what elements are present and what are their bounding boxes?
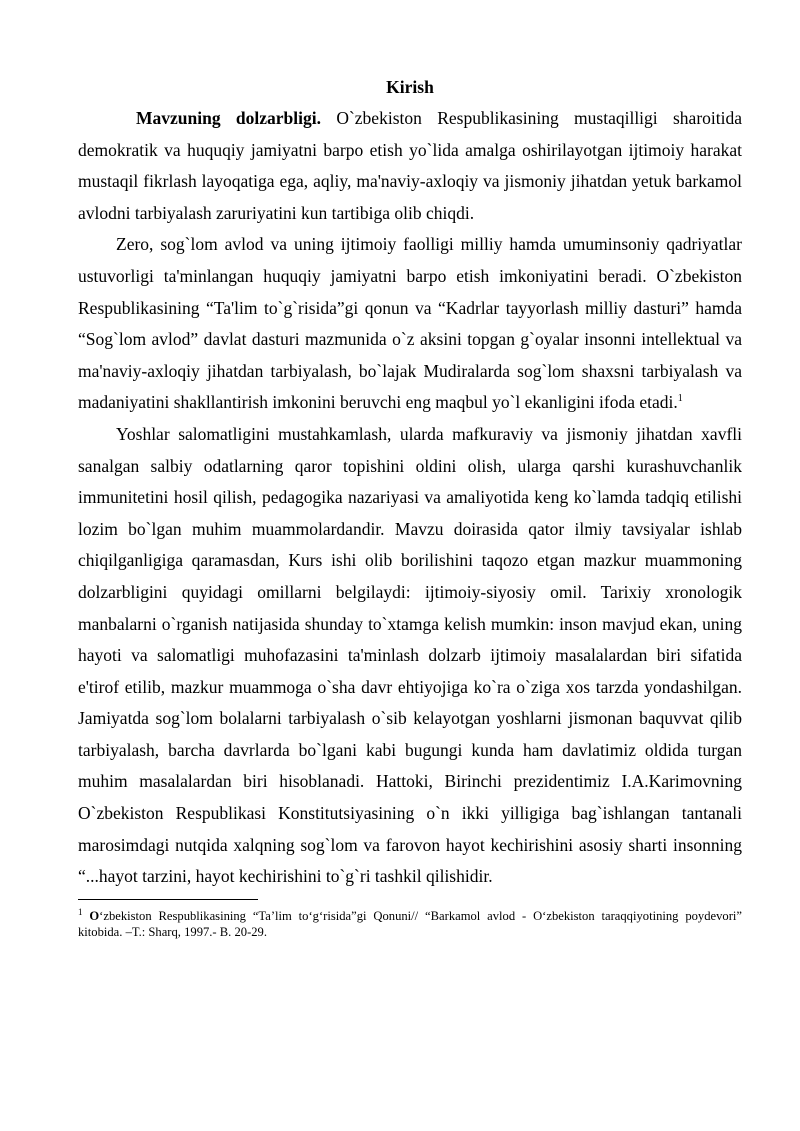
page-title: Kirish (386, 77, 434, 97)
paragraph-2 (78, 229, 742, 419)
paragraph-lead: Mavzuning dolzarbligi. (136, 108, 321, 128)
footnote-divider (78, 899, 258, 900)
paragraph-1 (78, 103, 742, 229)
document-page (78, 76, 742, 940)
footnote-reference[interactable]: 1 (677, 393, 683, 405)
footnote-text: ‘zbekiston Respublikasining “Ta’lim to‘g‘risida”gi Qonuni// “Barkamol avlod - O‘zbekiston taraqqiyotining poydevori” kitobida. –T.: Sharq, 1997.- B. 20-29. (78, 908, 742, 939)
paragraph-3-text: Yoshlar salomatligini mustahkamlash, ularda mafkuraviy va jismoniy jihatdan xavfli sanalgan salbiy odatlarning qaror topishini oldini olish, ularga qarshi kurashuvchanlik immunitetini hosil qilish, pedagogika nazariyasi va amaliyotida keng ko`lamda tadqiq etilishi lozim bo`lgan muhim muammolardandir. Mavzu doirasida qator ilmiy tavsiyalar ishlab chiqilganligiga qaramasdan, Kurs ishi olib borilishini taqozo etgan mazkur muammoning dolzarbligini quyidagi omillarni belgilaydi: ijtimoiy-siyosiy omil. Tarixiy xronologik manbalarni o`rganish natijasida shunday to`xtamga kelish mumkin: inson mavjud ekan, uning hayoti va salomatligi muhofazasini ta'minlash dolzarb ijtimoiy masalalardan biri sifatida e'tirof etilib, mazkur muammoga o`sha davr ehtiyojiga ko`ra o`ziga xos tarzda yondashilgan. Jamiyatda sog`lom bolalarni tarbiyalash o`sib kelayotgan yoshlarni jismonan baquvvat qilib tarbiyalash, barcha davrlarda bo`lgani kabi bugungi kunda ham davlatimiz oldida turgan muhim masalalardan biri hisoblanadi. Hattoki, Birinchi prezidentimiz I.A.Karimovning O`zbekiston Respublikasi Konstitutsiyasining o`n ikki yilligiga bag`ishlangan tantanali marosimdagi nutqida xalqning sog`lom va farovon hayot kechirishini asosiy sharti insonning “...hayot tarzini, hayot kechirishini to`g`ri tashkil qilishidir. (78, 423, 742, 887)
paragraph-1-text: O`zbekiston Respublikasining mustaqilligi sharoitida demokratik va huquqiy jamiyatni barpo etish yo`lida amalga oshirilayotgan ijtimoiy harakat mustaqil fikrlash layoqatiga ega, aqliy, ma'naviy-axloqiy va jismoniy jihatdan yetuk barkamol avlodni tarbiyalash zaruriyatini kun tartibiga olib chiqdi. (78, 108, 742, 223)
footnote (78, 908, 742, 940)
footnote-mark: 1 (78, 906, 83, 917)
footnote-bold-letter: O (89, 908, 100, 923)
paragraph-2-text: Zero, sog`lom avlod va uning ijtimoiy faolligi milliy hamda umuminsoniy qadriyatlar ustuvorligi ta'minlangan huquqiy jamiyatni barpo etish imkoniyatini beradi. O`zbekiston Respublikasining “Ta'lim to`g`risida”gi qonun va “Kadrlar tayyorlash milliy dasturi” hamda “Sog`lom avlod” davlat dasturi mazmunida o`z aksini topgan g`oyalar insonni intellektual va ma'naviy-axloqiy jihatdan tarbiyalash, bo`lajak Mudiralarda sog`lom shaxsni tarbiyalash va madaniyatini shakllantirish imkonini beruvchi eng maqbul yo`l ekanligini ifoda etadi. (78, 234, 742, 413)
paragraph-3 (78, 419, 742, 893)
